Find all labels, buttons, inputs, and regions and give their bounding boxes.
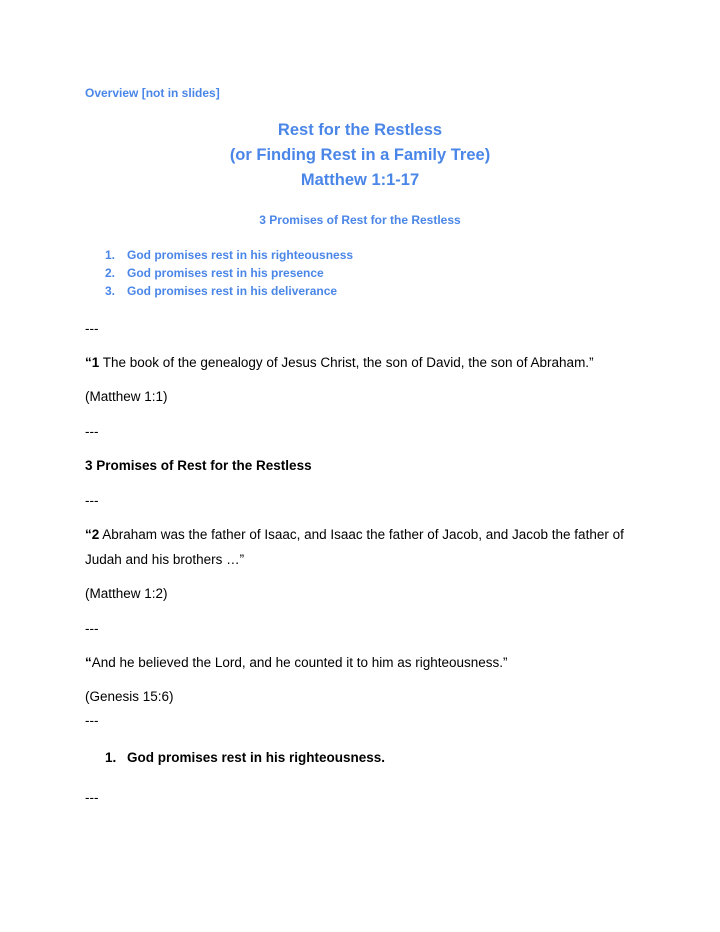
list-item: 3. God promises rest in his deliverance (105, 284, 338, 298)
promises-subtitle: 3 Promises of Rest for the Restless (259, 213, 461, 227)
separator: --- (85, 321, 99, 336)
separator: --- (85, 790, 99, 805)
separator: --- (85, 424, 99, 439)
list-item: 2. God promises rest in his presence (105, 266, 324, 280)
verse-1-reference: (Matthew 1:1) (85, 389, 168, 404)
separator: --- (85, 493, 99, 508)
promises-list (105, 246, 353, 300)
verse-1: “1 The book of the genealogy of Jesus Christ, the son of David, the son of Abraham.” (85, 355, 594, 370)
sermon-alt-title: (or Finding Rest in a Family Tree) (229, 146, 491, 164)
section-heading: 3 Promises of Rest for the Restless (85, 458, 312, 473)
verse-3-reference: (Genesis 15:6) (85, 689, 174, 704)
verse-2-reference: (Matthew 1:2) (85, 586, 168, 601)
separator: --- (85, 621, 99, 636)
overview-label: Overview [not in slides] (85, 86, 220, 100)
verse-3: “And he believed the Lord, and he counted it to him as righteousness.” (85, 655, 508, 670)
separator: --- (85, 713, 99, 728)
verse-2: “2 Abraham was the father of Isaac, and Isaac the father of Jacob, and Jacob the father of Judah and his brothers …” (85, 527, 624, 567)
promise-point-1: 1. God promises rest in his righteousness. (105, 750, 386, 765)
list-item: 1. God promises rest in his righteousness (105, 248, 354, 262)
sermon-scripture: Matthew 1:1-17 (300, 171, 420, 189)
sermon-title: Rest for the Restless (277, 121, 443, 139)
